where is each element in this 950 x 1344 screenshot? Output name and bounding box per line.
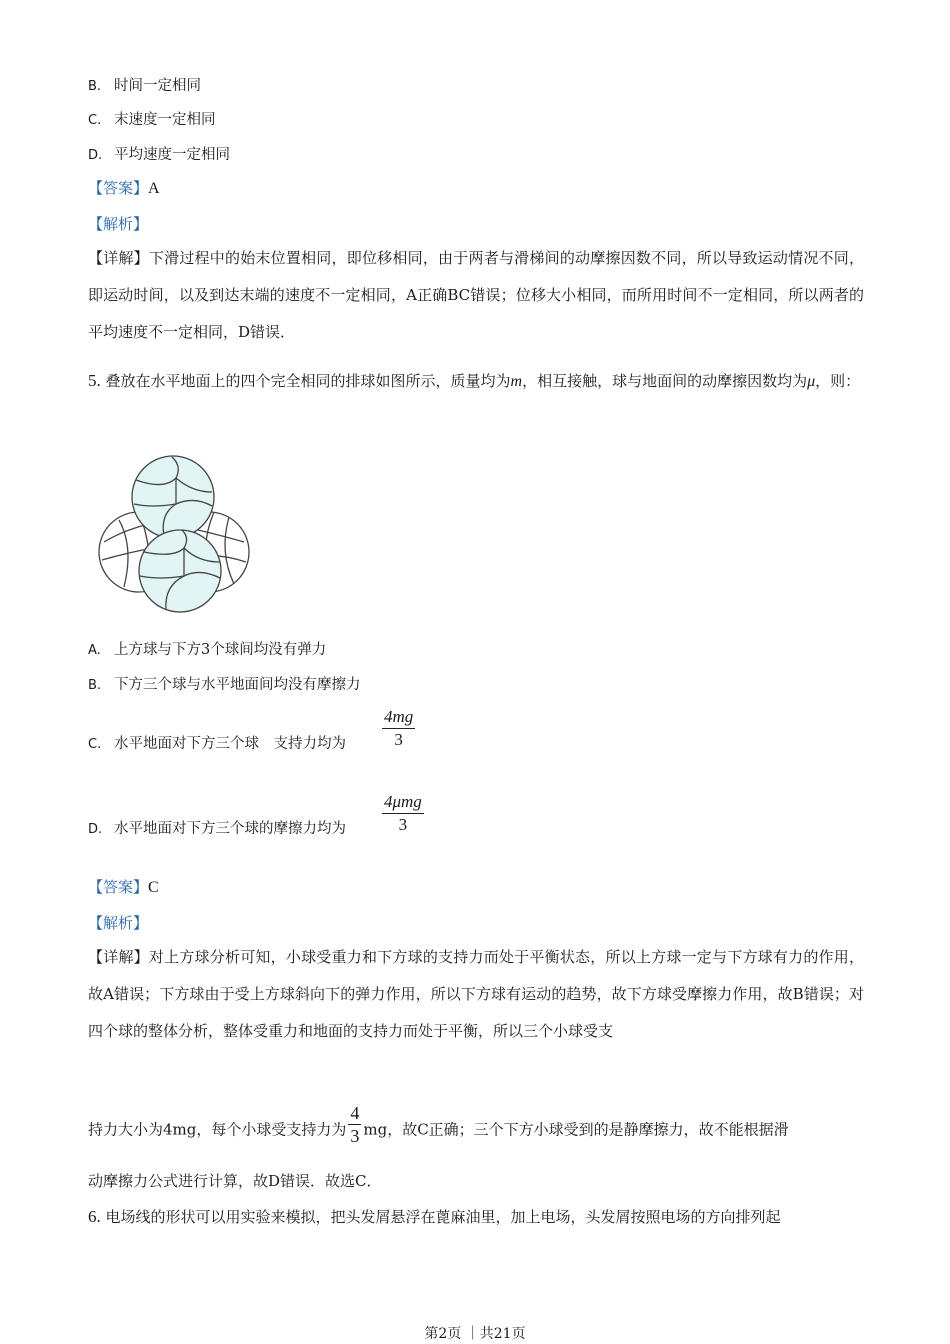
analysis-tag-q5: 【解析】 — [88, 914, 149, 932]
detail-paragraph-q5 — [88, 939, 864, 1050]
option-d-q5: D. 水平地面对下方三个球的摩擦力均为 — [88, 821, 346, 837]
detail-text: 下滑过程中的始末位置相同，即位移相同，由于两者与滑梯间的动摩擦因数不同，所以导致运动情况不同，即运动时间，以及到达末端的速度不一定相同，A正确BC错误；位移大小相同，而所用时间不一定相同，所以两者的平均速度不一定相同，D错误． — [88, 249, 864, 341]
option-b-q5: B. 下方三个球与水平地面间均没有摩擦力 — [88, 677, 361, 693]
ball-top — [132, 456, 214, 538]
option-a: A. 上方球与下方3个球间均没有弹力 — [88, 642, 327, 658]
option-c: C. 末速度一定相同 — [88, 112, 216, 128]
fraction-4-over-3: $\frac{4}{3}$ — [350, 1103, 360, 1146]
answer-value: C — [148, 879, 159, 896]
option-d: D. 平均速度一定相同 — [88, 147, 230, 163]
detail-line-conclusion: 动摩擦力公式进行计算，故D错误．故选C． — [88, 1172, 382, 1190]
detail-text: 对上方球分析可知，小球受重力和下方球的支持力而处于平衡状态，所以上方球一定与下方球有力的作用，故A错误；下方球由于受上方球斜向下的弹力作用，所以下方球有运动的趋势，故下方球受摩擦力作用，故B错误；对四个球的整体分析，整体受重力和地面的支持力而处于平衡，所以三个小球受支 — [88, 948, 864, 1040]
detail-line-fraction: 持力大小为4mg，每个小球受支持力为 $\frac{4}{3}$ mg，故C正确；三个下方小球受到的是静摩擦力，故不能根据滑 — [88, 1103, 789, 1146]
fraction-4mg-over-3: $\frac{4mg}{3}$ — [384, 707, 414, 749]
question-number: 5. — [88, 371, 101, 390]
answer-tag: 【答案】 — [88, 179, 149, 197]
detail-tag: 【详解】 — [88, 249, 149, 267]
answer-line — [88, 178, 160, 199]
option-b: B. 时间一定相同 — [88, 78, 201, 94]
question-6-stem: 6. 电场线的形状可以用实验来模拟，把头发屑悬浮在蓖麻油里，加上电场，头发屑按照电场的方向排列起 — [88, 1207, 781, 1226]
analysis-tag: 【解析】 — [88, 215, 149, 233]
fraction-4umg-over-3: 4μmg 3 — [384, 792, 422, 834]
answer-tag: 【答案】 — [88, 878, 149, 896]
question-5-stem: 5. 叠放在水平地面上的四个完全相同的排球如图所示，质量均为m，相互接触，球与地面间的动摩擦因数均为μ，则： — [88, 371, 861, 390]
ball-front — [139, 530, 221, 612]
answer-line-q5 — [88, 877, 159, 898]
answer-value: A — [148, 180, 160, 197]
option-c-q5: C. 水平地面对下方三个球 支持力均为 — [88, 736, 346, 752]
stacked-volleyballs-figure — [94, 452, 254, 614]
question-number: 6. — [88, 1207, 101, 1226]
page-footer: 第2页 ｜共21页 — [424, 1326, 526, 1342]
detail-paragraph — [88, 240, 864, 351]
detail-tag: 【详解】 — [88, 948, 149, 966]
